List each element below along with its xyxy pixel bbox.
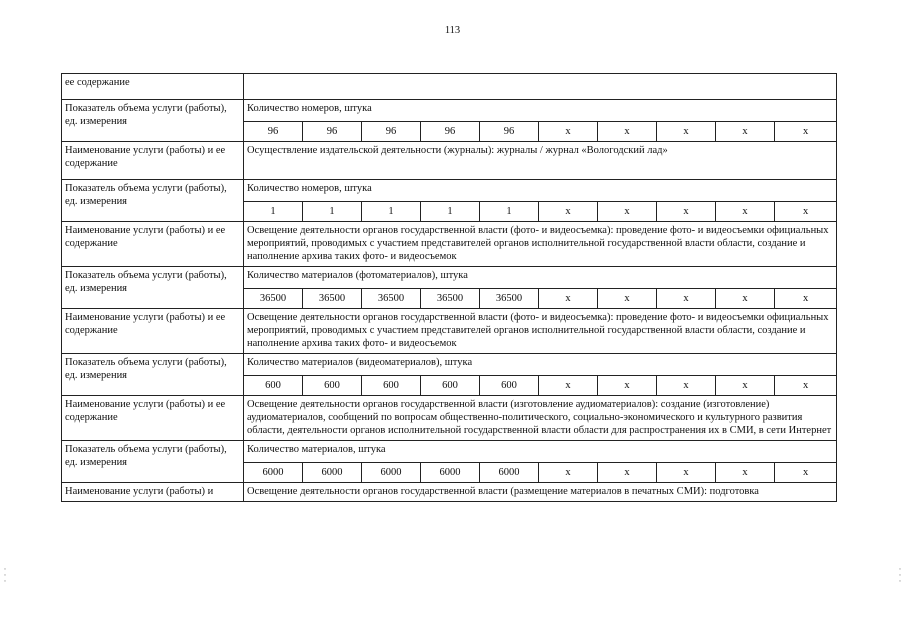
value-cell: х (775, 463, 837, 483)
value-cell: х (539, 289, 598, 309)
value-cell: 36500 (480, 289, 539, 309)
value-cell: х (539, 463, 598, 483)
value-cell: х (775, 202, 837, 222)
table-row (62, 441, 837, 463)
value-cell: 96 (421, 122, 480, 142)
table-row (62, 180, 837, 202)
table-row (62, 354, 837, 376)
row-label: Показатель объема услуги (работы), ед. измерения (62, 180, 244, 222)
value-cell: х (598, 122, 657, 142)
value-cell: 600 (244, 376, 303, 396)
row-label: Наименование услуги (работы) и ее содержание (62, 396, 244, 441)
value-cell: 96 (244, 122, 303, 142)
value-cell: 1 (303, 202, 362, 222)
value-cell: х (716, 202, 775, 222)
value-cell: х (657, 376, 716, 396)
row-label: Наименование услуги (работы) и ее содержание (62, 309, 244, 354)
table-row (62, 74, 837, 100)
row-label: Показатель объема услуги (работы), ед. измерения (62, 441, 244, 483)
table-row (62, 396, 837, 441)
value-cell: х (775, 122, 837, 142)
value-cell: 1 (244, 202, 303, 222)
row-label: Наименование услуги (работы) и (62, 483, 244, 502)
row-label: ее содержание (62, 74, 244, 100)
table-row (62, 222, 837, 267)
table-row (62, 309, 837, 354)
value-cell: х (657, 463, 716, 483)
value-cell: 600 (303, 376, 362, 396)
scan-edge-mark-left: · · · (3, 564, 7, 586)
value-cell: х (775, 289, 837, 309)
row-text (244, 74, 837, 100)
value-cell: х (775, 376, 837, 396)
value-cell: х (716, 289, 775, 309)
row-label: Показатель объема услуги (работы), ед. измерения (62, 267, 244, 309)
value-cell: 6000 (362, 463, 421, 483)
value-cell: х (598, 463, 657, 483)
row-text: Освещение деятельности органов государственной власти (фото- и видеосъемка): проведение фото- и видеосъемки официальных мероприятий, проводимых с участием представителей органов исполнительной государственной власти области, создание и наполнение архива таких фото- и видеосъемок (244, 309, 837, 354)
value-cell: х (539, 122, 598, 142)
value-cell: 1 (362, 202, 421, 222)
row-text: Количество материалов (фотоматериалов), штука (244, 267, 837, 289)
value-cell: х (598, 289, 657, 309)
value-cell: 6000 (303, 463, 362, 483)
value-cell: х (716, 122, 775, 142)
table-row (62, 483, 837, 502)
value-cell: 36500 (244, 289, 303, 309)
services-table (61, 73, 837, 502)
value-cell: 600 (421, 376, 480, 396)
row-text: Осуществление издательской деятельности (журналы): журналы / журнал «Вологодский лад» (244, 142, 837, 180)
value-cell: х (657, 202, 716, 222)
row-label: Показатель объема услуги (работы), ед. измерения (62, 100, 244, 142)
row-text: Освещение деятельности органов государственной власти (фото- и видеосъемка): проведение фото- и видеосъемки официальных мероприятий, проводимых с участием представителей органов исполнительной государственной власти области, создание и наполнение архива таких фото- и видеосъемок (244, 222, 837, 267)
value-cell: х (539, 376, 598, 396)
row-text: Освещение деятельности органов государственной власти (размещение материалов в печатных СМИ): подготовка (244, 483, 837, 502)
row-label: Наименование услуги (работы) и ее содержание (62, 222, 244, 267)
value-cell: х (657, 122, 716, 142)
value-cell: х (539, 202, 598, 222)
value-cell: х (716, 376, 775, 396)
value-cell: 6000 (480, 463, 539, 483)
table-row (62, 100, 837, 122)
row-text: Количество номеров, штука (244, 180, 837, 202)
row-text: Количество материалов, штука (244, 441, 837, 463)
value-cell: 1 (480, 202, 539, 222)
row-text: Количество материалов (видеоматериалов), штука (244, 354, 837, 376)
row-text: Количество номеров, штука (244, 100, 837, 122)
value-cell: 96 (480, 122, 539, 142)
row-label: Наименование услуги (работы) и ее содержание (62, 142, 244, 180)
value-cell: х (598, 376, 657, 396)
value-cell: х (716, 463, 775, 483)
page-number: 113 (444, 25, 461, 36)
table-row (62, 142, 837, 180)
value-cell: 96 (303, 122, 362, 142)
value-cell: 36500 (421, 289, 480, 309)
value-cell: 600 (362, 376, 421, 396)
value-cell: 96 (362, 122, 421, 142)
value-cell: 1 (421, 202, 480, 222)
scan-edge-mark-right: · · · (898, 564, 902, 586)
row-text: Освещение деятельности органов государственной власти (изготовление аудиоматериалов): создание (изготовление) аудиоматериалов, сообщений по вопросам общественно-политического, социально-экономического и культурного развития области, деятельности органов исполнительной государственной власти области для распространения их в СМИ, в сети Интернет (244, 396, 837, 441)
value-cell: х (657, 289, 716, 309)
value-cell: 600 (480, 376, 539, 396)
value-cell: 6000 (421, 463, 480, 483)
table-row (62, 267, 837, 289)
row-label: Показатель объема услуги (работы), ед. измерения (62, 354, 244, 396)
value-cell: 36500 (362, 289, 421, 309)
value-cell: х (598, 202, 657, 222)
value-cell: 6000 (244, 463, 303, 483)
value-cell: 36500 (303, 289, 362, 309)
